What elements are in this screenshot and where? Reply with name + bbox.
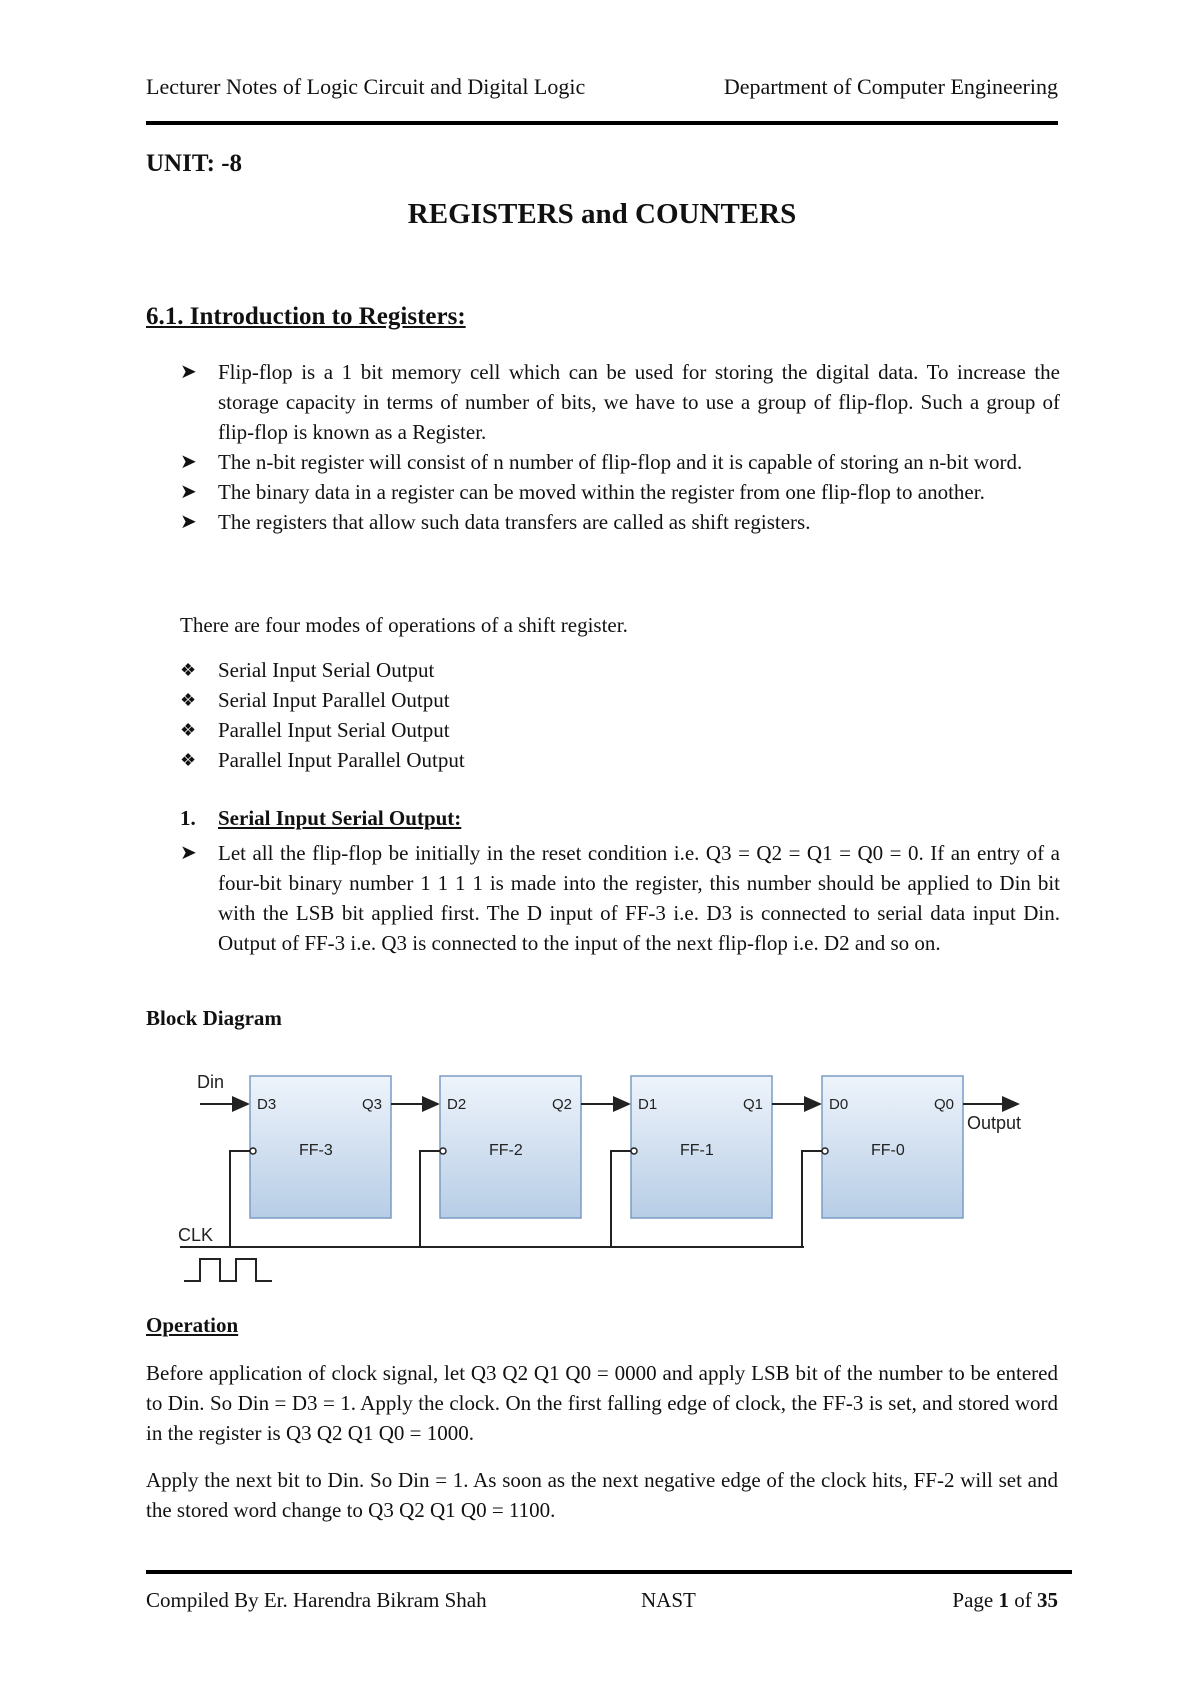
- diamond-bullet-icon: ❖: [180, 750, 197, 770]
- operation-label: Operation: [146, 1313, 239, 1337]
- ff1-q-label: Q1: [743, 1096, 764, 1113]
- ff2-clock-wire: [420, 1151, 440, 1247]
- arrow-bullet-icon: ➤: [180, 481, 197, 503]
- list-item: ❖ Serial Input Parallel Output: [180, 685, 465, 715]
- clk-label: CLK: [178, 1225, 214, 1245]
- page-footer: [146, 1570, 1072, 1630]
- arrow-bullet-icon: ➤: [180, 451, 197, 473]
- din-label: Din: [197, 1072, 225, 1092]
- modes-intro: There are four modes of operations of a shift register.: [180, 613, 628, 637]
- footer-page-number: Page 1 of 35: [952, 1588, 1058, 1612]
- list-item: ➤ The registers that allow such data transfers are called as shift registers.: [180, 507, 1060, 537]
- arrow-bullet-icon: ➤: [180, 511, 197, 533]
- ff3-clock-bubble: [250, 1148, 256, 1154]
- ff3-q-label: Q3: [362, 1096, 383, 1113]
- arrow-bullet-icon: ➤: [180, 842, 197, 864]
- ff2-clock-bubble: [440, 1148, 446, 1154]
- footer-rule: [146, 1570, 1072, 1574]
- ff3-name: FF-3: [299, 1142, 333, 1159]
- ff1-clock-wire: [611, 1151, 631, 1247]
- ff0-q-label: Q0: [934, 1096, 955, 1113]
- list-item: ➤ The n-bit register will consist of n number of flip-flop and it is capable of storing an n-bit word.: [180, 447, 1060, 477]
- ff3-d-label: D3: [257, 1096, 277, 1113]
- ff0-clock-wire: [802, 1151, 822, 1247]
- block-diagram-label: Block Diagram: [146, 1006, 282, 1030]
- list-item: ❖ Parallel Input Parallel Output: [180, 745, 465, 775]
- modes-list: [180, 655, 465, 775]
- diamond-bullet-icon: ❖: [180, 690, 197, 710]
- section-heading: 6.1. Introduction to Registers:: [146, 303, 466, 330]
- clock-waveform-icon: [184, 1259, 272, 1281]
- subsection-number: 1.: [180, 806, 196, 830]
- ff1-name: FF-1: [680, 1142, 714, 1159]
- output-label: Output: [967, 1113, 1022, 1133]
- diamond-bullet-icon: ❖: [180, 720, 197, 740]
- operation-paragraph-1: Before application of clock signal, let Q3 Q2 Q1 Q0 = 0000 and apply LSB bit of the number to be entered to Din. So Din = D3 = 1. Apply the clock. On the first falling edge of clock, the FF-3 is set, and stored word in the register is Q3 Q2 Q1 Q0 = 1000.: [146, 1361, 1058, 1445]
- siso-bullet-list: [180, 838, 1060, 958]
- ff2-q-label: Q2: [552, 1096, 573, 1113]
- unit-label: UNIT: -8: [146, 150, 243, 177]
- header-course-title: Lecturer Notes of Logic Circuit and Digital Logic: [146, 74, 586, 99]
- list-item: ➤ The binary data in a register can be moved within the register from one flip-flop to another.: [180, 477, 1060, 507]
- ff2-d-label: D2: [447, 1096, 467, 1113]
- list-item: ❖ Parallel Input Serial Output: [180, 715, 465, 745]
- header-department: Department of Computer Engineering: [723, 74, 1058, 99]
- footer-author: Compiled By Er. Harendra Bikram Shah: [146, 1588, 487, 1612]
- list-item: ❖ Serial Input Serial Output: [180, 655, 465, 685]
- ff1-clock-bubble: [631, 1148, 637, 1154]
- page-title: REGISTERS and COUNTERS: [407, 198, 797, 230]
- ff3-clock-wire: [230, 1151, 250, 1247]
- subsection-heading: [180, 806, 461, 831]
- intro-bullet-list: [180, 357, 1060, 537]
- operation-paragraph-2: Apply the next bit to Din. So Din = 1. As soon as the next negative edge of the clock hits, FF-2 will set and the stored word change to Q3 Q2 Q1 Q0 = 1100.: [146, 1468, 1058, 1522]
- list-item: ➤ Let all the flip-flop be initially in the reset condition i.e. Q3 = Q2 = Q1 = Q0 = 0. If an entry of a four-bit binary number 1 1 1 1 is made into the register, this number should be applied to Din bit with the LSB bit applied first. The D input of FF-3 i.e. D3 is connected to serial data input Din. Output of FF-3 i.e. Q3 is connected to the input of the next flip-flop i.e. D2 and so on.: [180, 838, 1060, 958]
- page-header: [146, 66, 1058, 106]
- ff2-name: FF-2: [489, 1142, 523, 1159]
- subsection-title: Serial Input Serial Output:: [218, 806, 462, 830]
- list-item: ➤ Flip-flop is a 1 bit memory cell which can be used for storing the digital data. To increase the storage capacity in terms of number of bits, we have to use a group of flip-flop. Such a group of flip-flop is known as a Register.: [180, 357, 1060, 447]
- footer-org: NAST: [641, 1588, 696, 1612]
- ff0-name: FF-0: [871, 1142, 905, 1159]
- header-rule: [146, 121, 1058, 125]
- block-diagram: [170, 1062, 1070, 1292]
- ff0-clock-bubble: [822, 1148, 828, 1154]
- diamond-bullet-icon: ❖: [180, 660, 197, 680]
- ff0-d-label: D0: [829, 1096, 849, 1113]
- ff1-d-label: D1: [638, 1096, 658, 1113]
- arrow-bullet-icon: ➤: [180, 361, 197, 383]
